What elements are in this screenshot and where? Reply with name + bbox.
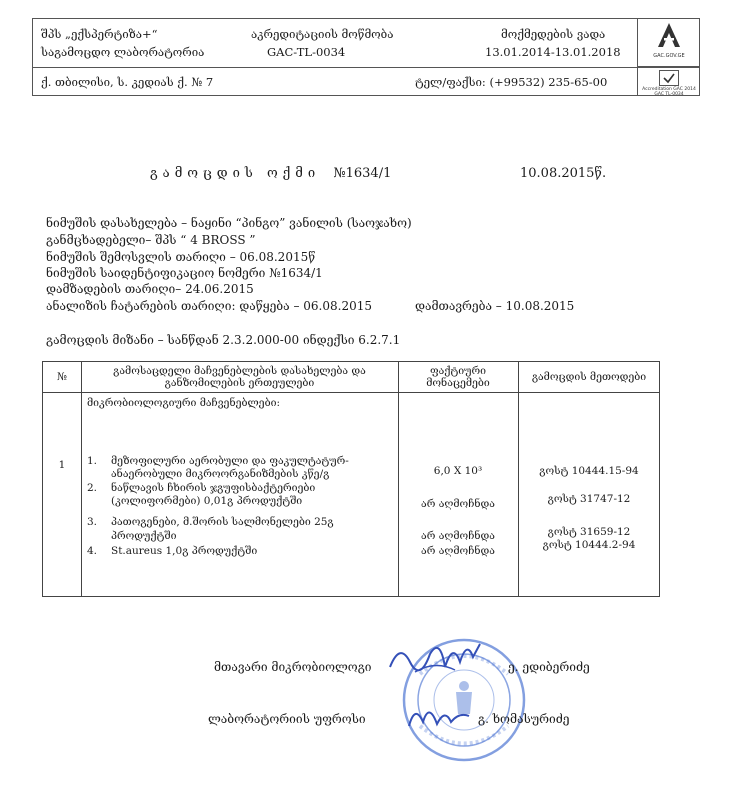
checkmark-icon [659, 70, 679, 86]
signature-micro [385, 632, 485, 682]
chief-microbiologist-name: ე. ედიბერიძე [508, 660, 590, 674]
row-number: 1 [58, 459, 66, 471]
item-method: გოსტ 31747-12 [547, 493, 631, 505]
lab-head-name: გ. ხომასურიძე [478, 712, 570, 726]
item-result: არ აღმოჩნდა [421, 498, 495, 510]
item-line1: პათოგენები, მ.შორის სალმონელები 25გ [111, 516, 334, 528]
validity-dates: 13.01.2014-13.01.2018 [485, 45, 621, 59]
col-header-num: № [57, 371, 67, 383]
validity-label: მოქმედების ვადა [501, 27, 606, 41]
item-line1: St.aureus 1,0გ პროდუქტში [111, 545, 258, 557]
test-purpose: გამოცდის მიზანი – სანწდან 2.3.2.000-00 ინდექსი 6.2.7.1 [46, 333, 401, 347]
lab-phone: ტელ/ფაქსი: (+99532) 235-65-00 [415, 75, 608, 89]
lab-header [32, 18, 700, 96]
results-table [42, 361, 660, 597]
sample-id: ნიმუშის საიდენტიფიკაციო ნომერი №1634/1 [46, 266, 323, 280]
chief-microbiologist-title: მთავარი მიკრობიოლოგი [214, 660, 372, 674]
signature-head [405, 698, 475, 734]
protocol-date: 10.08.2015წ. [520, 166, 607, 181]
applicant: განმცხადებელი– შპს “ 4 BROSS ” [46, 233, 256, 247]
protocol-title [150, 166, 391, 181]
lab-head-title: ლაბორატორიის უფროსი [208, 712, 366, 726]
col-header-indicator-line1: გამოსაცდელი მაჩვენებლების დასახელება და [113, 365, 366, 377]
item-method: გოსტ 10444.15-94 [539, 465, 639, 477]
item-line1: ნაწლავის ჩხირის ჯგუფისბაქტერიები [111, 482, 316, 494]
accreditation-a-icon [656, 22, 682, 48]
item-number: 3. [87, 516, 98, 528]
col-header-indicator-line2: განზომილების ერთეულები [164, 377, 315, 389]
item-number: 2. [87, 482, 98, 494]
item-line1: მეზოფილური აერობული და ფაკულტატურ- [111, 455, 349, 467]
item-method: გოსტ 31659-12 [547, 526, 631, 538]
protocol-title-text: გამოცდის ოქმი [150, 166, 321, 181]
org-name-line2: საგამოცდო ლაბორატორია [41, 45, 205, 59]
accreditation-logo [637, 19, 700, 96]
header-bottom-row [33, 67, 699, 97]
item-line2: პროდუქტში [111, 530, 177, 542]
col-header-method: გამოცდის მეთოდები [531, 371, 647, 383]
item-result: არ აღმოჩნდა [421, 530, 495, 542]
analysis-start: ანალიზის ჩატარების თარიღი: დაწყება – 06.08.2015 [46, 299, 372, 313]
item-line2: ანაერობული მიკროორგანიზმების კწე/გ [111, 468, 330, 480]
production-date: დამზადების თარიღი– 24.06.2015 [46, 282, 254, 296]
item-number: 4. [87, 545, 98, 557]
col-header-result-line1: ფაქტიური [430, 365, 486, 377]
org-name-line1: შპს „ექსპერტიზა+“ [41, 27, 158, 41]
accreditation-number: GAC-TL-0034 [267, 45, 346, 59]
lab-address: ქ. თბილისი, ს. კედიას ქ. № 7 [41, 75, 214, 89]
item-line2: (კოლიფორმები) 0,01გ პროდუქტში [111, 495, 303, 507]
accreditation-label: აკრედიტაციის მოწმობა [251, 27, 394, 41]
group-title: მიკრობიოლოგიური მაჩვენებლები: [87, 397, 280, 409]
item-number: 1. [87, 455, 98, 467]
logo-caption: GAC.GOV.GE [653, 53, 685, 59]
protocol-number: №1634/1 [333, 166, 392, 181]
col-header-result-line2: მონაცემები [426, 377, 490, 389]
received-date: ნიმუშის შემოსვლის თარიღი – 06.08.2015წ [46, 250, 316, 264]
item-method: გოსტ 10444.2-94 [542, 539, 636, 551]
col-header-result [398, 365, 518, 389]
sample-name: ნიმუშის დასახელება – ნაყინი “პინგო” ვანილის (საოჯახო) [46, 216, 412, 230]
col-header-indicator [81, 365, 398, 389]
header-top-row [33, 19, 699, 68]
item-result: არ აღმოჩნდა [421, 545, 495, 557]
analysis-end: დამთავრება – 10.08.2015 [415, 299, 575, 313]
logo-small-caption: Accreditation GAC 2014 GAC TL-0034 [642, 87, 696, 97]
item-result: 6,0 X 10³ [433, 465, 483, 477]
